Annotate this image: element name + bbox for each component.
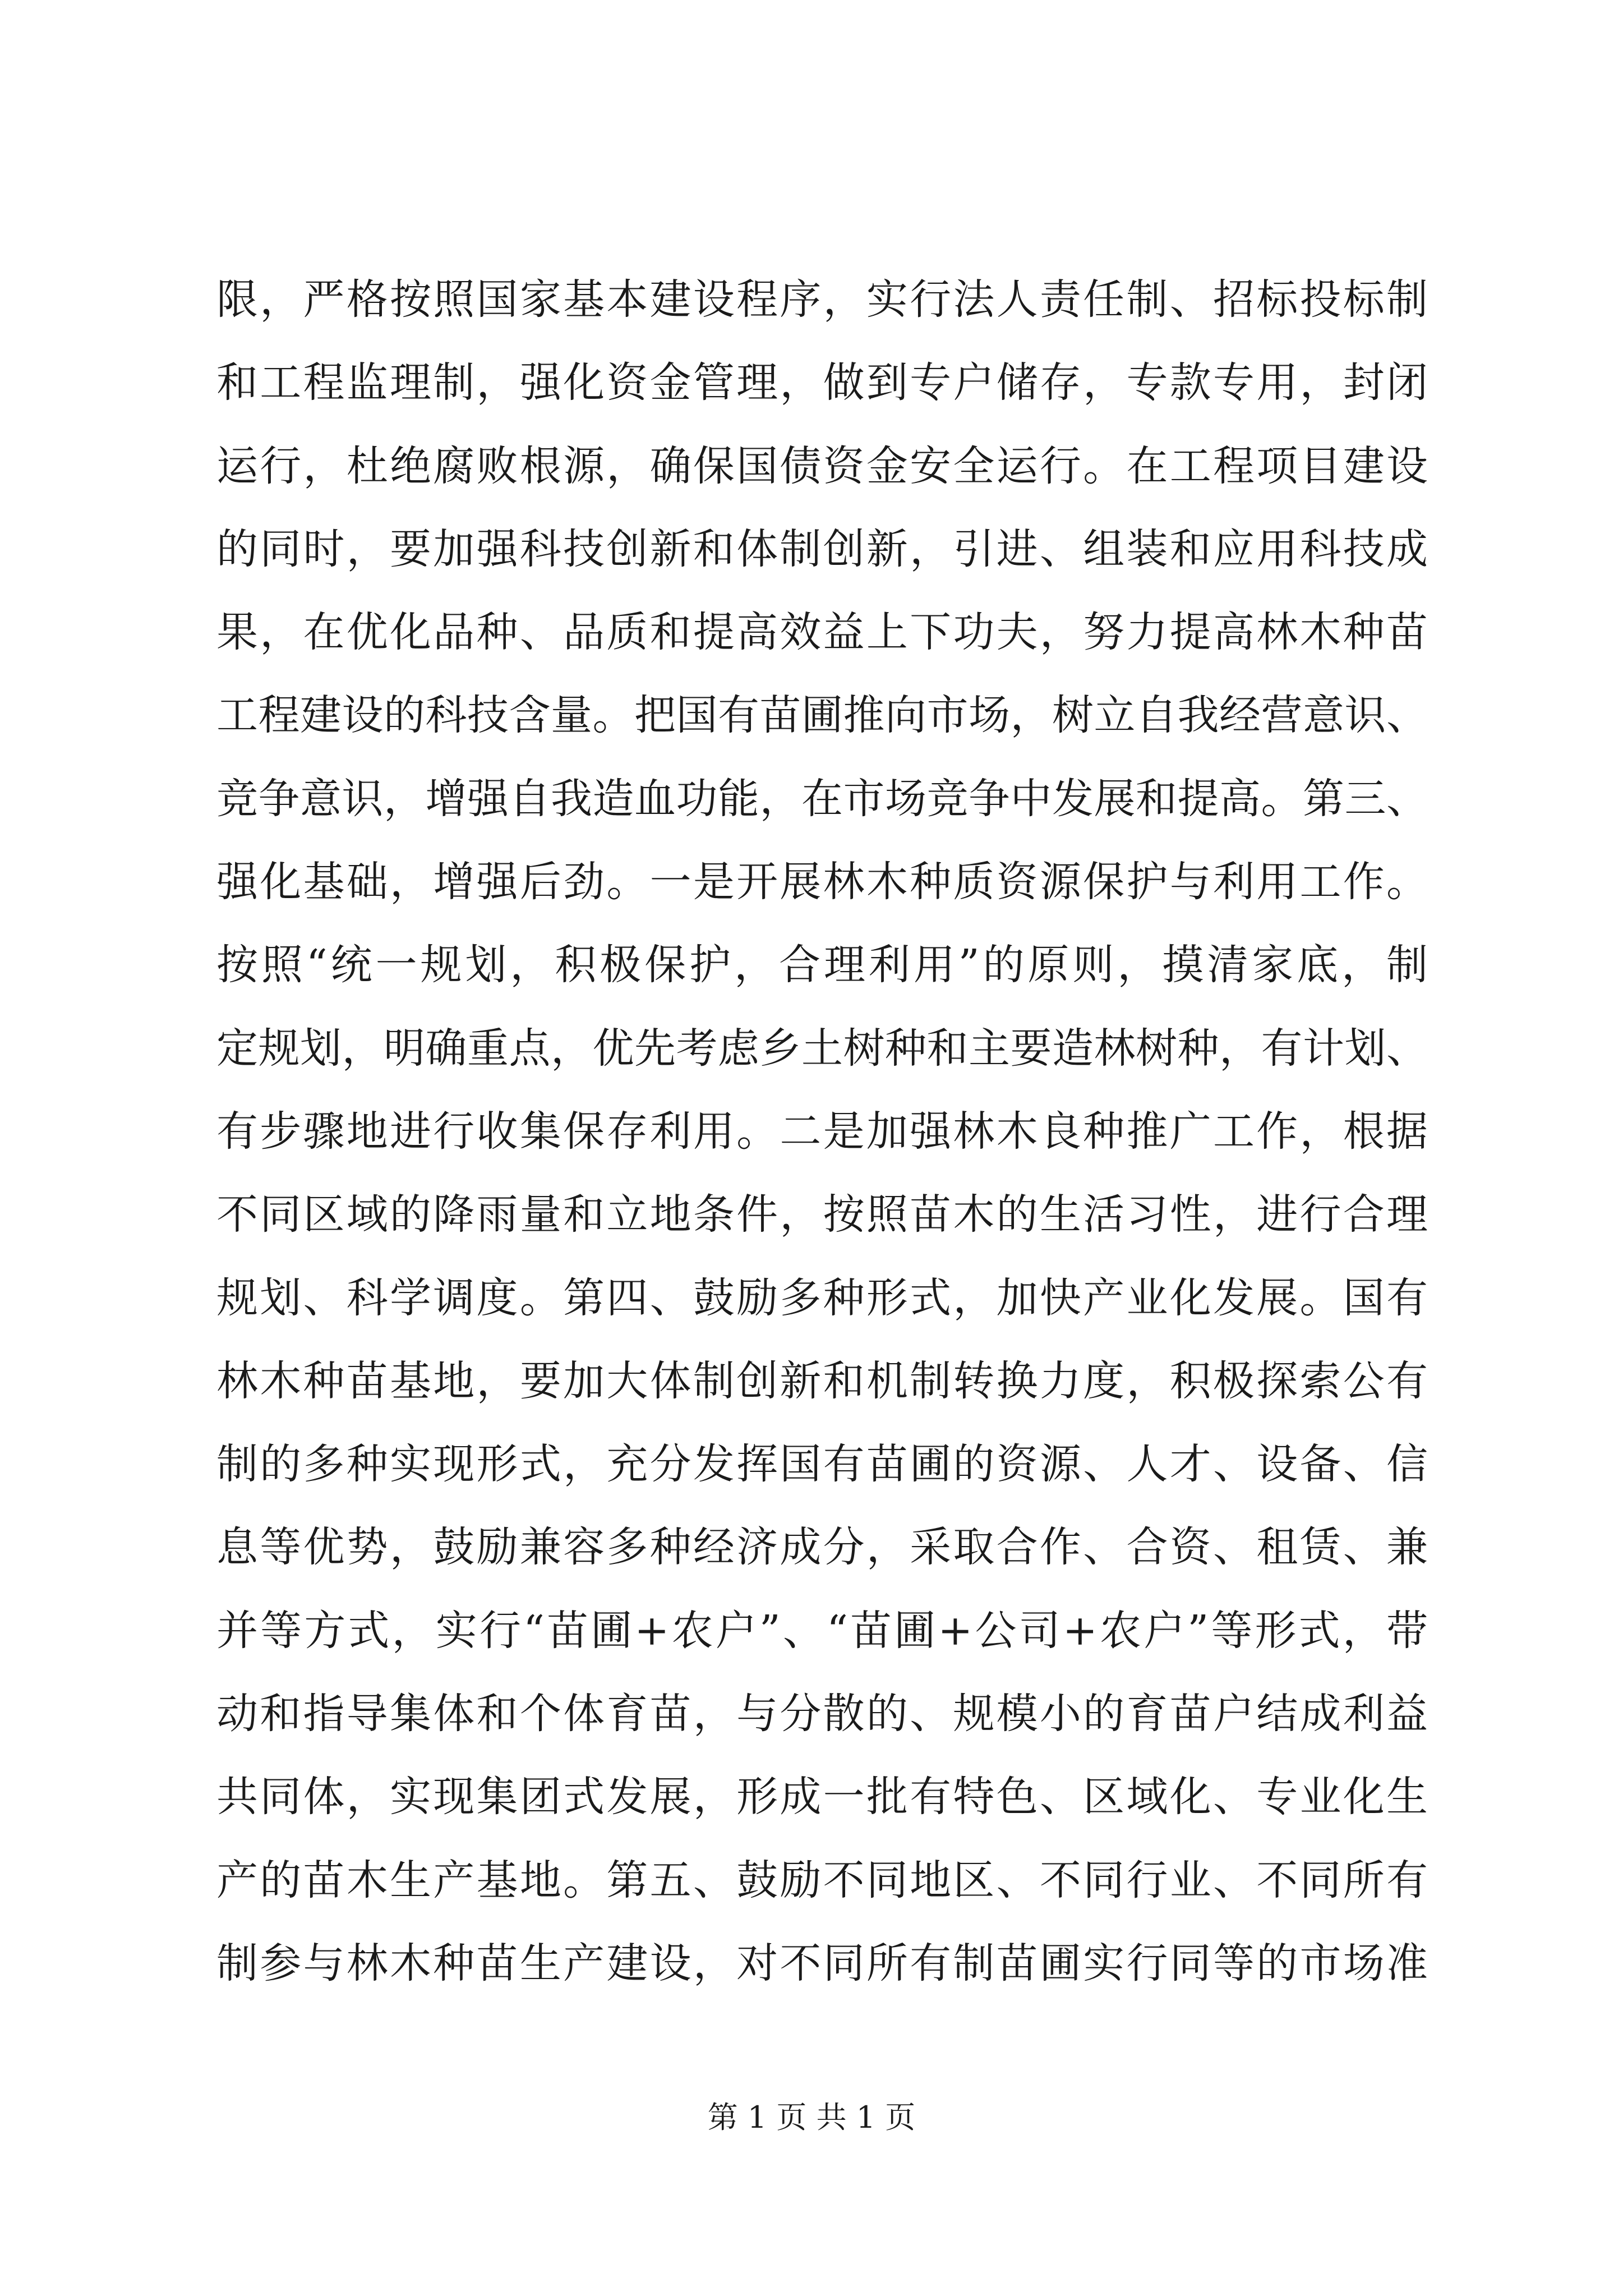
text-line: 限，严格按照国家基本建设程序，实行法人责任制、招标投标制: [216, 275, 1428, 324]
text-line: 规划、科学调度。第四、鼓励多种形式，加快产业化发展。国有: [216, 1273, 1428, 1322]
text-line: 有步骤地进行收集保存利用。二是加强林木良种推广工作，根据: [216, 1107, 1428, 1156]
text-line: 按照“统一规划，积极保护，合理利用”的原则，摸清家底，制: [216, 941, 1428, 990]
text-line: 制的多种实现形式，充分发挥国有苗圃的资源、人才、设备、信: [216, 1440, 1428, 1489]
text-line: 动和指导集体和个体育苗，与分散的、规模小的育苗户结成利益: [216, 1690, 1428, 1738]
text-line: 产的苗木生产基地。第五、鼓励不同地区、不同行业、不同所有: [216, 1856, 1428, 1904]
text-line: 不同区域的降雨量和立地条件，按照苗木的生活习性，进行合理: [216, 1190, 1428, 1239]
page-number-label: 第 1 页 共 1 页: [707, 2100, 916, 2135]
page-footer: [0, 2098, 1623, 2137]
text-line: 林木种苗基地，要加大体制创新和机制转换力度，积极探索公有: [216, 1356, 1428, 1405]
text-line: 竞争意识，增强自我造血功能，在市场竞争中发展和提高。第三、: [216, 774, 1428, 823]
body-text: [216, 258, 1428, 2005]
text-line: 共同体，实现集团式发展，形成一批有特色、区域化、专业化生: [216, 1773, 1428, 1821]
text-line: 强化基础，增强后劲。一是开展林木种质资源保护与利用工作。: [216, 858, 1428, 907]
text-line: 息等优势，鼓励兼容多种经济成分，采取合作、合资、租赁、兼: [216, 1523, 1428, 1572]
text-line: 和工程监理制，强化资金管理，做到专户储存，专款专用，封闭: [216, 358, 1428, 407]
text-line: 工程建设的科技含量。把国有苗圃推向市场，树立自我经营意识、: [216, 691, 1428, 740]
text-line: 并等方式，实行“苗圃+农户”、“苗圃+公司+农户”等形式，带: [216, 1606, 1428, 1655]
text-line: 果，在优化品种、品质和提高效益上下功夫，努力提高林木种苗: [216, 608, 1428, 657]
text-line: 运行，杜绝腐败根源，确保国债资金安全运行。在工程项目建设: [216, 441, 1428, 490]
text-line: 的同时，要加强科技创新和体制创新，引进、组装和应用科技成: [216, 524, 1428, 573]
text-line: 定规划，明确重点，优先考虑乡土树种和主要造林树种，有计划、: [216, 1024, 1428, 1073]
text-line: 制参与林木种苗生产建设，对不同所有制苗圃实行同等的市场准: [216, 1939, 1428, 1987]
